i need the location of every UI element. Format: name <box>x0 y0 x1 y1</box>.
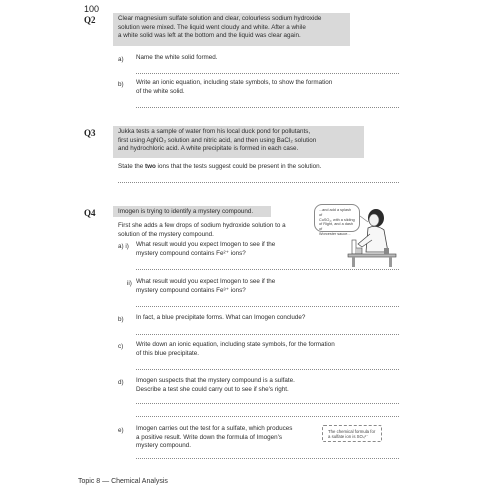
q4aii-text-line-2: mystery compound contains Fe³⁺ ions? <box>136 286 246 294</box>
q4d-text <box>136 377 295 394</box>
q2-stem-line-2: solution were mixed. The liquid went cloudy and white. After a while <box>118 23 306 31</box>
q4b-label: b) <box>118 316 124 323</box>
sulfate-hint-box <box>322 425 382 442</box>
hint-line-1: The chemical formula for <box>328 429 376 434</box>
q3-stem <box>118 128 316 154</box>
q2b-text-line-1: Write an ionic equation, including state symbols, to show the formation <box>136 79 333 86</box>
q4ai-text-line-1: What result would you expect Imogen to see if the <box>136 241 276 248</box>
bubble-line-4: Worcester sauce... <box>319 231 351 236</box>
q2a-answer-line[interactable] <box>136 73 399 74</box>
bubble-line-1: ...and add a splash of <box>319 208 352 217</box>
q3-stem-line-2: first using AgNO₃ solution and nitric acid, and then using BaCl₂ solution <box>118 136 317 144</box>
q3-answer-line[interactable] <box>118 182 399 183</box>
q2a-label: a) <box>118 56 124 63</box>
q4ai-text-line-2: mystery compound contains Fe²⁺ ions? <box>136 249 246 257</box>
q4d-text-line-1: Imogen suspects that the mystery compound is a sulfate. <box>136 377 295 384</box>
q4c-answer-line[interactable] <box>136 369 399 370</box>
q4b-answer-line[interactable] <box>136 334 399 335</box>
q2b-text <box>136 79 332 96</box>
q4-intro <box>118 222 286 239</box>
hint-line-2: a sulfate ion is SO₄²⁻ <box>328 434 369 440</box>
q4e-text-line-3: mystery compound. <box>136 442 191 450</box>
q4-number: Q4 <box>84 208 96 218</box>
q4c-text <box>136 341 335 358</box>
page-number: 100 <box>84 4 100 14</box>
q3-stem-line-1: Jukka tests a sample of water from his local duck pond for pollutants, <box>118 128 311 135</box>
q2-stem-line-1: Clear magnesium sulfate solution and clear, colourless sodium hydroxide <box>118 15 322 22</box>
bubble-line-3: of Right, and a dash of <box>319 222 353 232</box>
q3-instr-pre: State the <box>118 163 145 170</box>
q4c-text-line-2: of this blue precipitate. <box>136 349 200 357</box>
q3-instruction <box>118 163 321 172</box>
q3-stem-line-3: and hydrochloric acid. A white precipitate is formed in each case. <box>118 145 299 153</box>
q4e-label: e) <box>118 427 124 434</box>
q2-stem <box>118 15 321 41</box>
q4aii-label: ii) <box>127 280 132 287</box>
q4d-label: d) <box>118 379 124 386</box>
q3-instr-bold: two <box>144 163 156 170</box>
q4ai-text <box>136 241 275 258</box>
q4ai-answer-line[interactable] <box>136 269 399 270</box>
q4b-text: In fact, a blue precipitate forms. What can Imogen conclude? <box>136 314 306 321</box>
q4d-answer-line-1[interactable] <box>136 403 399 404</box>
q2a-text: Name the white solid formed. <box>136 54 218 61</box>
q2b-text-line-2: of the white solid. <box>136 87 185 95</box>
q2-number: Q2 <box>84 15 96 25</box>
q2b-answer-line[interactable] <box>136 107 399 108</box>
q4c-text-line-1: Write down an ionic equation, including state symbols, for the formation <box>136 341 335 348</box>
q2b-label: b) <box>118 81 124 88</box>
q4d-answer-line-2[interactable] <box>136 416 399 417</box>
page-footer: Topic 8 — Chemical Analysis <box>78 478 168 485</box>
q4e-text <box>136 425 292 451</box>
q4aii-answer-line[interactable] <box>136 306 399 307</box>
q4-intro-line-1: First she adds a few drops of sodium hydroxide solution to a <box>118 222 286 229</box>
q4e-answer-line[interactable] <box>136 458 399 459</box>
q4e-text-line-2: a positive result. Write down the formula of Imogen's <box>136 433 282 441</box>
q4aii-text-line-1: What result would you expect Imogen to see if the <box>136 278 276 285</box>
q4aii-text <box>136 278 275 295</box>
q3-instr-post: ions that the tests suggest could be present in the solution. <box>155 163 322 170</box>
q4e-text-line-1: Imogen carries out the test for a sulfate, which produces <box>136 425 293 432</box>
q4c-label: c) <box>118 343 124 350</box>
bubble-line-2: CuSO₄, with a sliding <box>319 217 355 222</box>
q4ai-label: a) i) <box>118 243 129 250</box>
scientist-illustration <box>340 204 400 270</box>
q3-number: Q3 <box>84 128 96 138</box>
q4-stem: Imogen is trying to identify a mystery compound. <box>118 208 254 215</box>
q2-stem-line-3: a white solid was left at the bottom and the liquid was clear again. <box>118 32 301 40</box>
q4-intro-line-2: solution of the mystery compound. <box>118 230 214 238</box>
q4d-text-line-2: Describe a test she could carry out to see if she's right. <box>136 385 289 393</box>
